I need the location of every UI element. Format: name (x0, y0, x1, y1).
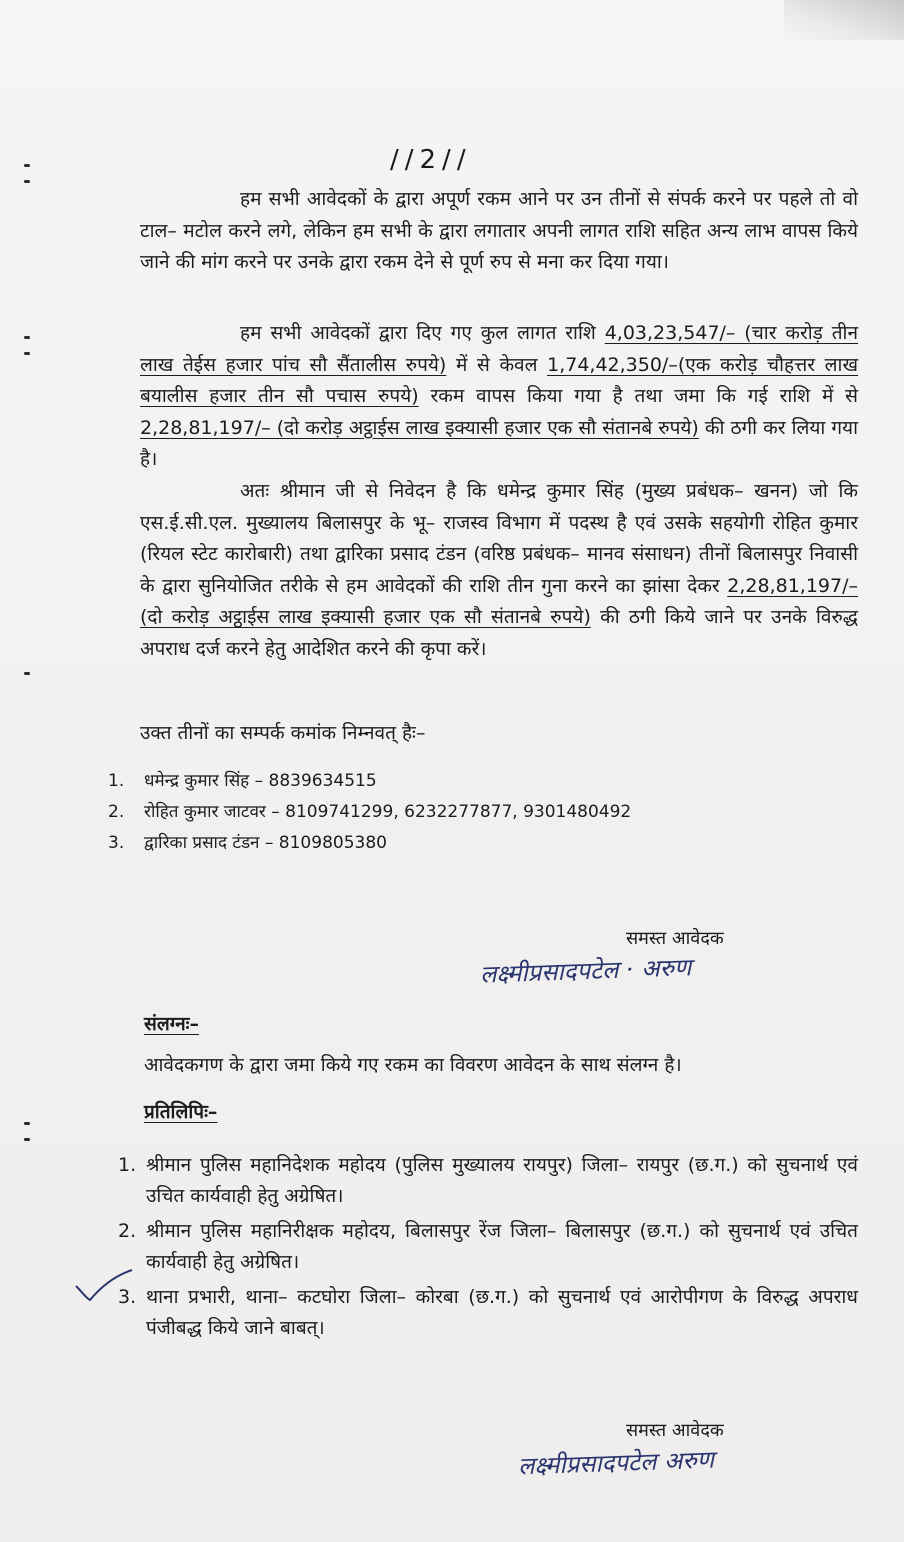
signature-label: समस्त आवेदक (626, 1420, 724, 1441)
page-fold-shadow (784, 0, 904, 40)
page-number: //2// (390, 145, 472, 175)
punch-mark (24, 180, 30, 183)
signature-label: समस्त आवेदक (626, 928, 724, 949)
enclosure-heading: संलग्नः– (144, 1013, 199, 1035)
contact-list (108, 766, 631, 859)
paragraph-3: अतः श्रीमान जी से निवेदन है कि धमेन्द्र कुमार सिंह (मुख्य प्रबंधक– खनन) जो कि एस.ई.सी.एल. मुख्यालय बिलासपुर के भू– राजस्व विभाग में पदस्थ है एवं उसके सहयोगी रोहित कुमार (रियल स्टेट कारोबारी) तथा द्वारिका प्रसाद टंडन (वरिष्ठ प्रबंधक– मानव संसाधन) तीनों बिलासपुर निवासी के द्वारा सुनियोजित तरीके से हम आवेदकों की राशि तीन गुना करने का झांसा देकर 2,28,81,197/– (दो करोड़ अट्ठाईस लाख इक्यासी हजार एक सौ संतानबे रुपये) की ठगी किये जाने पर उनके विरुद्ध अपराध दर्ज करने हेतु आदेशित करने की कृपा करें। (140, 480, 858, 660)
paragraph-2: हम सभी आवेदकों द्वारा दिए गए कुल लागत राशि 4,03,23,547/– (चार करोड़ तीन लाख तेईस हजार पांच सौ सैंतालीस रुपये) में से केवल 1,74,42,350/–(एक करोड़ चौहत्तर लाख बयालीस हजार तीन सौ पचास रुपये) रकम वापस किया गया है तथा जमा कि गई राशि में से 2,28,81,197/– (दो करोड़ अट्ठाईस लाख इक्यासी हजार एक सौ संतानबे रुपये) की ठगी कर लिया गया है। (140, 322, 858, 470)
list-item: 3. थाना प्रभारी, थाना– कटघोरा जिला– कोरबा (छ.ग.) को सुचनार्थ एवं आरोपीगण के विरुद्ध अपराध पंजीबद्ध किये जाने बाबत्। (118, 1286, 858, 1339)
list-item: 1. धमेन्द्र कुमार सिंह – 8839634515 (108, 771, 377, 791)
paragraph-1-text: हम सभी आवेदकों के द्वारा अपूर्ण रकम आने पर उन तीनों से संपर्क करने पर पहले तो वो टाल– मटोल करने लगे, लेकिन हम सभी के द्वारा लगातार अपनी लागत राशि सहित अन्य लाभ वापस किये जाने की मांग करने पर उनके द्वारा रकम देने से पूर्ण रुप से मना कर दिया गया। (140, 188, 858, 273)
amount-defrauded: 2,28,81,197/– (दो करोड़ अट्ठाईस लाख इक्यासी हजार एक सौ संतानबे रुपये) (140, 416, 699, 439)
list-item: 1. श्रीमान पुलिस महानिदेशक महोदय (पुलिस मुख्यालय रायपुर) जिला– रायपुर (छ.ग.) को सुचनार्थ एवं उचित कार्यवाही हेतु अग्रेषित। (118, 1154, 858, 1207)
punch-mark (24, 352, 30, 355)
copy-to-list (118, 1150, 858, 1348)
list-item: 2. रोहित कुमार जाटवर – 8109741299, 6232277877, 9301480492 (108, 802, 632, 822)
punch-mark (24, 672, 30, 675)
list-item: 2. श्रीमान पुलिस महानिरीक्षक महोदय, बिलासपुर रेंज जिला– बिलासपुर (छ.ग.) को सुचनार्थ एवं उचित कार्यवाही हेतु अग्रेषित। (118, 1220, 858, 1273)
handwritten-signature: लक्ष्मीप्रसादपटेल अरुण (517, 1445, 715, 1481)
amount-total: 4,03,23,547/– (चार करोड़ तीन लाख तेईस हजार पांच सौ सैंतालीस रुपये) (140, 322, 858, 376)
list-item: 3. द्वारिका प्रसाद टंडन – 8109805380 (108, 833, 387, 853)
punch-mark (24, 1122, 30, 1125)
punch-mark (24, 164, 30, 167)
amount-returned: 1,74,42,350/–(एक करोड़ चौहत्तर लाख बयालीस हजार तीन सौ पचास रुपये) (140, 353, 858, 407)
checkmark-icon (74, 1268, 134, 1304)
contacts-heading: उक्त तीनों का सम्पर्क कमांक निम्नवत् हैः– (140, 722, 426, 744)
amount-defrauded-repeat: 2,28,81,197/– (दो करोड़ अट्ठाईस लाख इक्यासी हजार एक सौ संतानबे रुपये) (140, 574, 858, 628)
punch-mark (24, 336, 30, 339)
enclosure-text: आवेदकगण के द्वारा जमा किये गए रकम का विवरण आवेदन के साथ संलग्न है। (144, 1054, 682, 1076)
paragraph-1 (140, 184, 858, 279)
punch-mark (24, 1138, 30, 1141)
handwritten-signature: लक्ष्मीप्रसादपटेल · अरुण (479, 953, 692, 989)
copy-to-heading: प्रतिलिपिः– (144, 1101, 218, 1123)
